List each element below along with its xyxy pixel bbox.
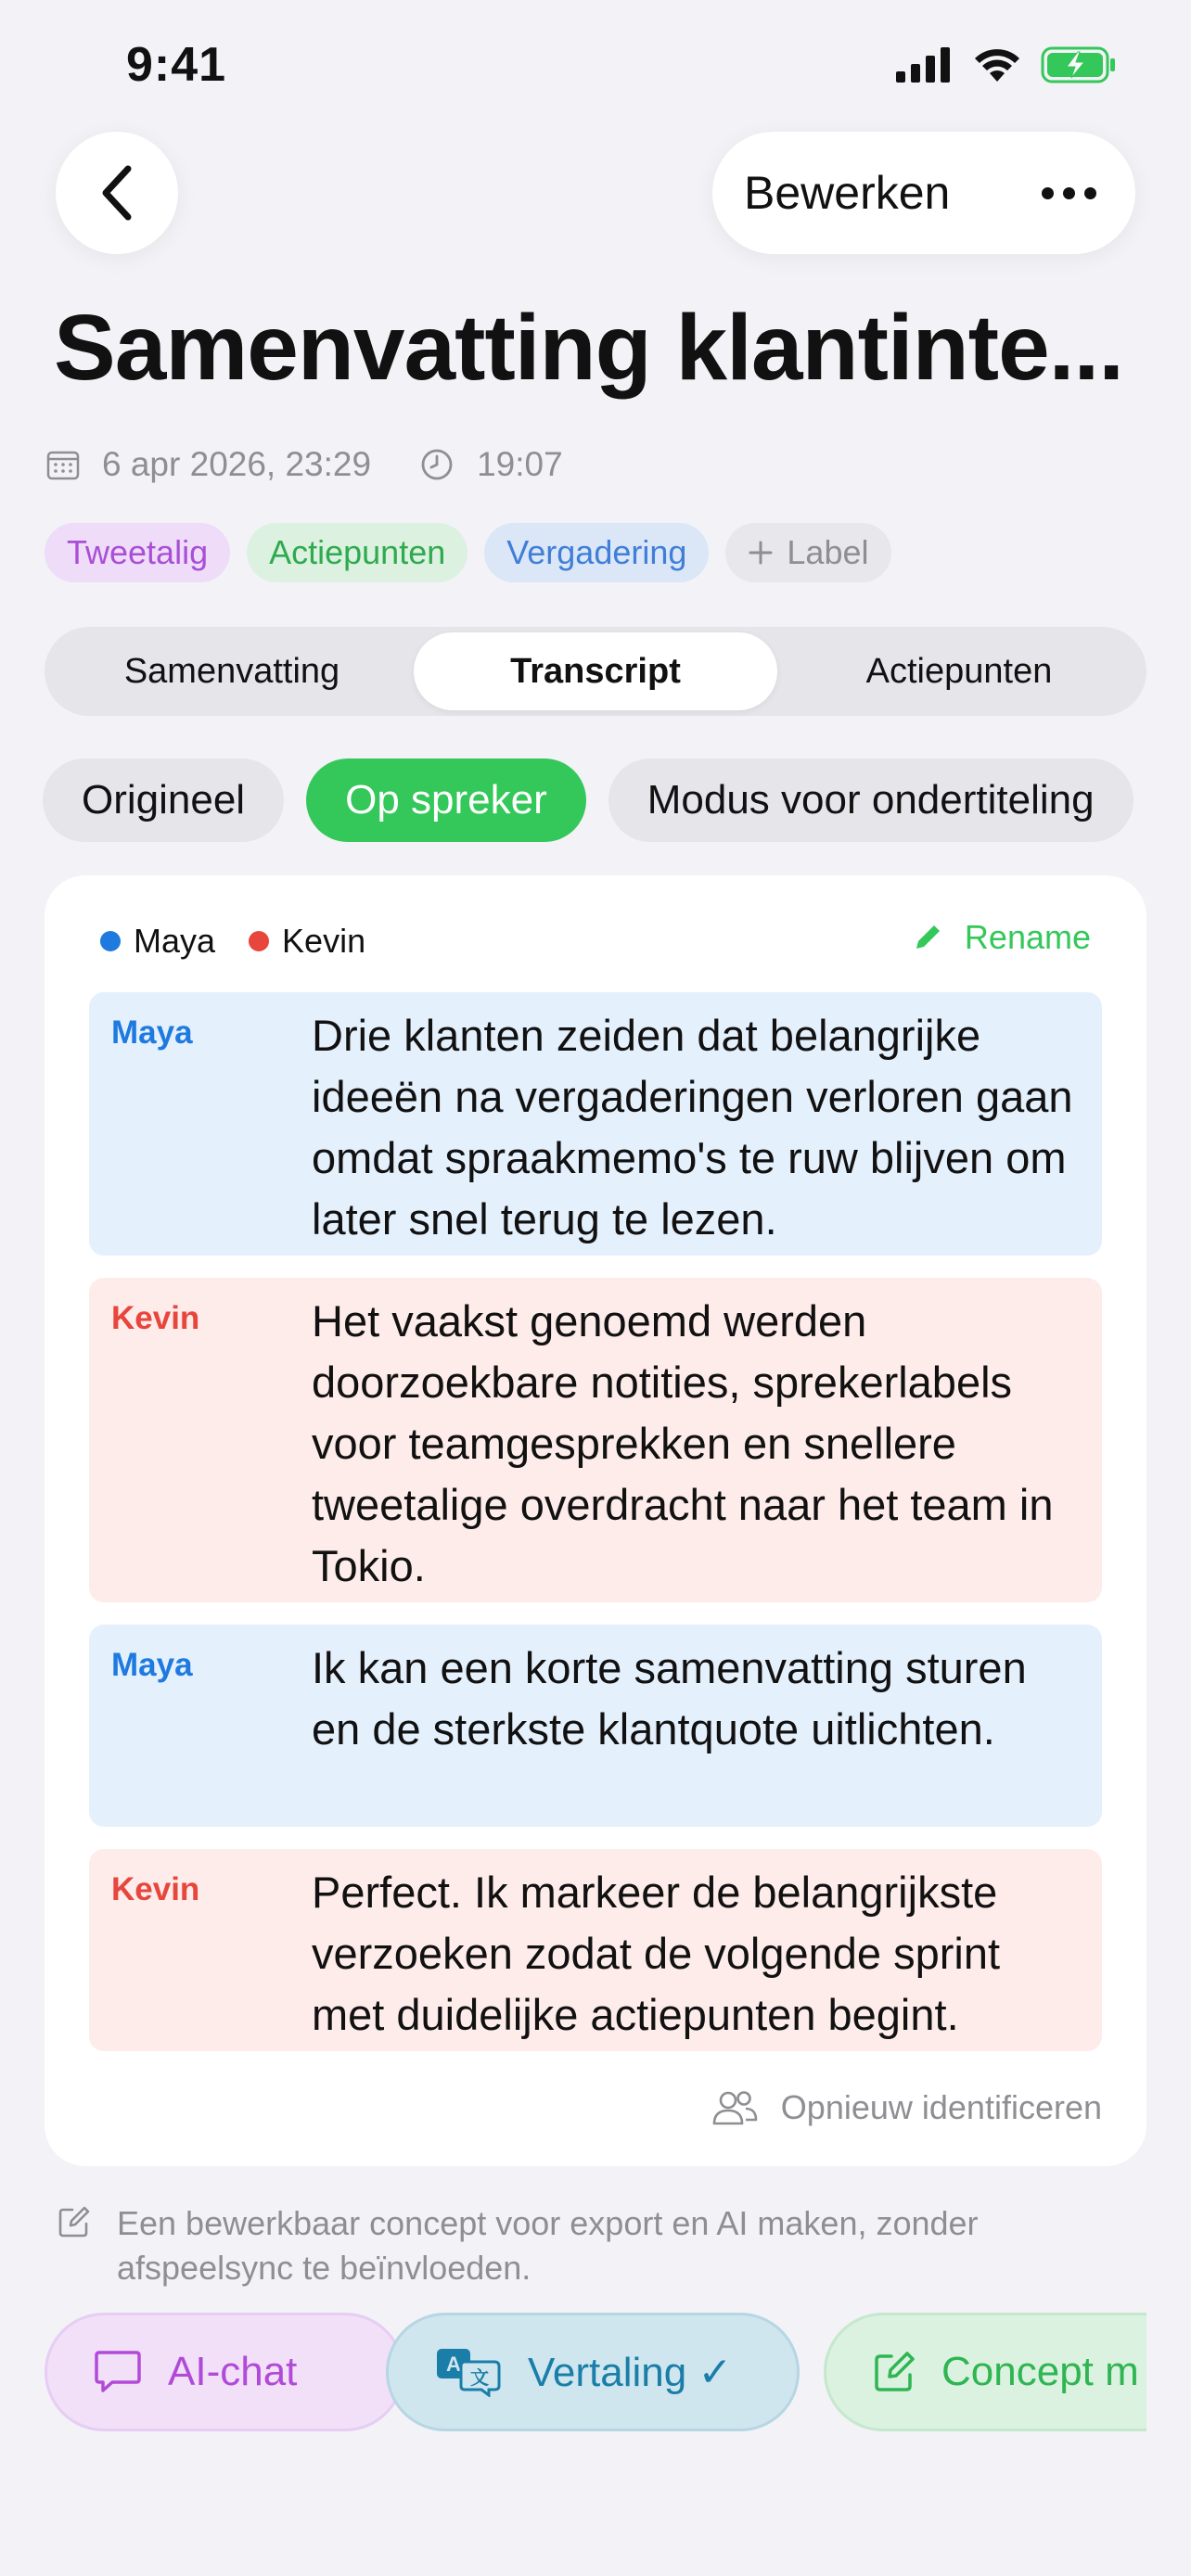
mode-origineel[interactable]: Origineel: [43, 759, 284, 842]
translate-icon: [435, 2347, 502, 2397]
page-title: Samenvatting klantinte...: [54, 296, 1124, 400]
translation-button[interactable]: [386, 2313, 800, 2431]
view-segmented-control: [45, 627, 1146, 716]
meta-date: [46, 445, 371, 484]
tag-tweetalig[interactable]: Tweetalig: [45, 523, 230, 582]
battery-charging-icon: [1041, 46, 1117, 83]
edit-more-pill: [712, 132, 1135, 254]
reidentify-label: Opnieuw identificeren: [780, 2088, 1102, 2126]
add-label-button[interactable]: [725, 523, 890, 582]
svg-text:文: 文: [470, 2366, 489, 2389]
status-icons: [896, 46, 1117, 83]
turn-text: Perfect. Ik markeer de belangrijkste verzoeken zodat de volgende sprint met duidelijke actiepunten begint.: [312, 1868, 1001, 2039]
edit-button[interactable]: Bewerken: [744, 167, 951, 219]
reidentify-button[interactable]: [711, 2088, 1102, 2127]
turn-speaker: Maya: [111, 1014, 193, 1051]
meta-duration: [419, 445, 563, 484]
signal-icon: [896, 47, 954, 83]
legend-kevin-label: Kevin: [282, 922, 366, 960]
kevin-dot: [249, 931, 269, 951]
legend-kevin: [249, 922, 365, 961]
transcript-turn: [89, 1849, 1102, 2051]
speaker-legend: [100, 922, 399, 961]
rename-label: Rename: [964, 918, 1091, 956]
chat-bubble-icon: [94, 2349, 142, 2395]
rename-button[interactable]: [911, 918, 1091, 957]
transcript-mode-row: [43, 759, 1146, 844]
edit-note-icon: [58, 2205, 91, 2238]
plus-icon: [748, 540, 774, 566]
chevron-left-icon: [98, 163, 135, 223]
tab-transcript[interactable]: Transcript: [414, 632, 777, 710]
tag-actiepunten[interactable]: Actiepunten: [247, 523, 467, 582]
more-icon[interactable]: [1042, 187, 1096, 199]
turn-text: Ik kan een korte samenvatting sturen en de sterkste klantquote uitlichten.: [312, 1643, 1027, 1753]
concept-label: Concept m: [941, 2349, 1139, 2394]
status-bar: [0, 0, 1191, 139]
tab-samenvatting[interactable]: Samenvatting: [123, 651, 340, 691]
concept-note: [58, 2201, 1133, 2290]
transcript-turn: [89, 1278, 1102, 1602]
meta-duration-text: 19:07: [477, 445, 563, 483]
translation-label: Vertaling ✓: [528, 2349, 733, 2395]
mode-ondertiteling[interactable]: Modus voor ondertiteling: [608, 759, 1133, 842]
transcript-card: [45, 875, 1146, 2166]
meta-date-text: 6 apr 2026, 23:29: [102, 445, 372, 483]
svg-text:A: A: [446, 2353, 461, 2376]
maya-dot: [100, 931, 121, 951]
transcript-turn: [89, 992, 1102, 1256]
back-button[interactable]: [56, 132, 178, 254]
turn-text: Het vaakst genoemd werden doorzoekbare notities, sprekerlabels voor teamgesprekken en snellere tweetalige overdracht naar het team in Tokio.: [312, 1296, 1054, 1590]
tab-actiepunten[interactable]: Actiepunten: [865, 651, 1053, 691]
clock-icon: [419, 447, 455, 482]
concept-button[interactable]: [824, 2313, 1146, 2431]
wifi-icon: [972, 46, 1022, 83]
legend-maya-label: Maya: [134, 922, 216, 960]
pencil-icon: [911, 921, 944, 954]
mode-op-spreker[interactable]: Op spreker: [306, 759, 586, 842]
concept-note-text: Een bewerkbaar concept voor export en AI maken, zonder afspeelsync te beïnvloeden.: [117, 2204, 979, 2287]
tags-row: [45, 523, 891, 582]
edit-square-icon: [873, 2351, 916, 2393]
tag-vergadering[interactable]: Vergadering: [484, 523, 709, 582]
ai-chat-button[interactable]: [45, 2313, 404, 2431]
bottom-actions: [45, 2313, 1146, 2433]
turn-speaker: Maya: [111, 1647, 193, 1683]
people-icon: [711, 2089, 759, 2126]
add-label-text: Label: [787, 533, 869, 571]
ai-chat-label: AI-chat: [168, 2349, 298, 2394]
turn-speaker: Kevin: [111, 1300, 200, 1336]
turn-text: Drie klanten zeiden dat belangrijke ideeën na vergaderingen verloren gaan omdat spraakmemo's te ruw blijven om later snel terug te lezen.: [312, 1011, 1073, 1243]
meta-row: [46, 445, 611, 484]
transcript-turn: [89, 1625, 1102, 1827]
turn-speaker: Kevin: [111, 1871, 200, 1907]
calendar-icon: [46, 449, 80, 480]
legend-maya: [100, 922, 215, 961]
status-time: 9:41: [126, 38, 227, 92]
